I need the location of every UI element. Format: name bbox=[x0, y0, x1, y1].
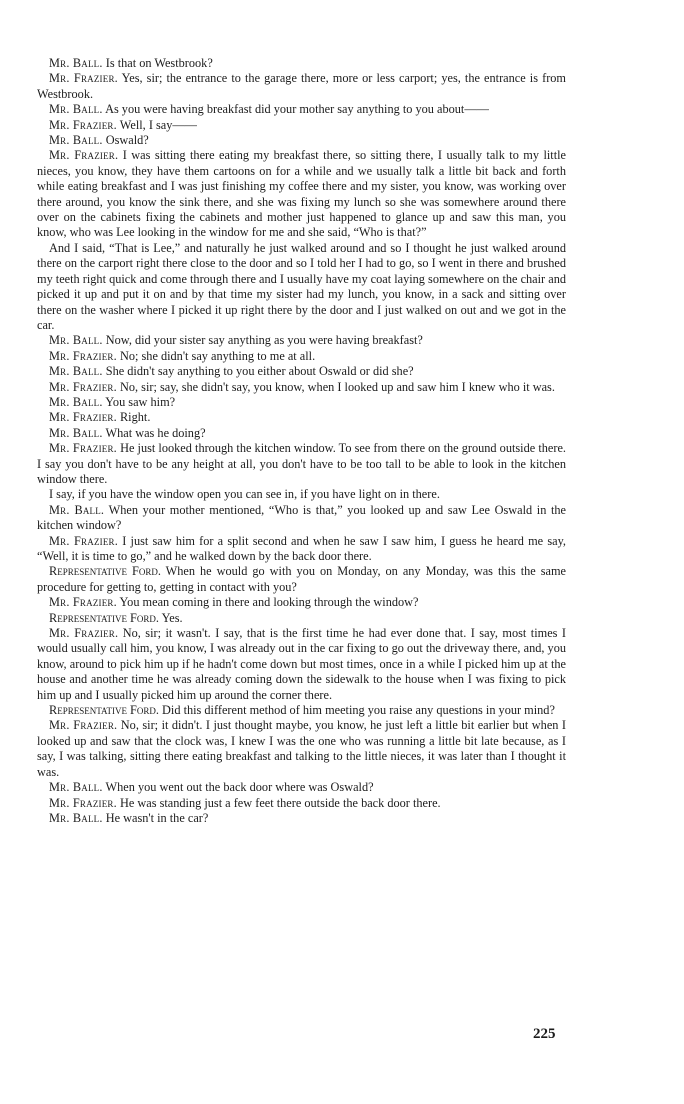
speaker-name: Mr. Frazier. bbox=[49, 379, 117, 394]
paragraph bbox=[37, 395, 566, 410]
speaker-name: Representative Ford. bbox=[49, 703, 159, 718]
paragraph-text: Is that on Westbrook? bbox=[105, 56, 213, 70]
paragraph bbox=[37, 503, 566, 534]
speaker-name: Mr. Frazier. bbox=[49, 71, 118, 86]
paragraph-text: As you were having breakfast did your mother say anything to you about—— bbox=[105, 102, 489, 117]
speaker-name: Representative Ford. bbox=[49, 564, 161, 579]
paragraph bbox=[37, 487, 566, 502]
speaker-name: Mr. Ball. bbox=[49, 394, 103, 409]
paragraph-text: He wasn't in the car? bbox=[105, 810, 209, 825]
speaker-name: Mr. Ball. bbox=[49, 502, 105, 517]
speaker-name: Mr. Ball. bbox=[49, 780, 103, 795]
speaker-name: Mr. Ball. bbox=[49, 133, 103, 148]
paragraph bbox=[37, 118, 566, 133]
paragraph bbox=[37, 410, 566, 425]
paragraph bbox=[37, 364, 566, 379]
page-number: 225 bbox=[533, 1026, 556, 1042]
paragraph-text: I was sitting there eating my breakfast there, so sitting there, I usually talk to my little nieces, you know, they have them cartoons on for a while and we usually talk a little bit back and forth while eating breakfast and I was just finishing my coffee there and my sister, you know, was working over there around, you know the sink there, and she was fixing my lunch so she was somewhere around there over on the cabinets fixing the cabinets and mother just happened to glance up and saw this man, you know, who was Lee looking in the window for me and she said, “Who is that?” bbox=[37, 148, 566, 240]
paragraph bbox=[37, 534, 566, 565]
paragraph bbox=[37, 102, 566, 117]
speaker-name: Mr. Frazier. bbox=[49, 595, 117, 610]
paragraph-text: When your mother mentioned, “Who is that,” you looked up and saw Lee Oswald in the kitchen window? bbox=[37, 502, 567, 533]
speaker-name: Mr. Frazier. bbox=[49, 348, 117, 363]
paragraph bbox=[37, 133, 566, 148]
paragraph-text: No, sir; it didn't. I just thought maybe, you know, he just left a little bit earlier but when I looked up and saw that the clock was, I knew I was the one who was running a little bit late because, as I say, I was talking, sitting there eating breakfast and talking to the little nieces, it was later than I thought it was. bbox=[37, 718, 567, 779]
paragraph bbox=[37, 56, 566, 71]
speaker-name: Mr. Ball. bbox=[49, 425, 103, 440]
speaker-name: Mr. Ball. bbox=[49, 333, 103, 348]
paragraph-text: Oswald? bbox=[105, 133, 149, 148]
paragraph bbox=[37, 626, 566, 703]
paragraph bbox=[37, 780, 566, 795]
paragraph bbox=[37, 611, 566, 626]
speaker-name: Representative Ford. bbox=[49, 610, 159, 625]
speaker-name: Mr. Frazier. bbox=[49, 718, 118, 733]
paragraph-text: Yes, sir; the entrance to the garage there, more or less carport; yes, the entrance is from Westbrook. bbox=[37, 71, 566, 101]
paragraph-text: When he would go with you on Monday, on any Monday, was this the same procedure for getting to, getting in contact with you? bbox=[37, 564, 566, 594]
paragraph-text: You mean coming in there and looking through the window? bbox=[119, 595, 419, 610]
speaker-name: Mr. Frazier. bbox=[49, 533, 119, 548]
paragraph bbox=[37, 703, 566, 718]
paragraph-text: He was standing just a few feet there outside the back door there. bbox=[119, 795, 441, 810]
speaker-name: Mr. Frazier. bbox=[49, 795, 117, 810]
paragraph bbox=[37, 241, 566, 333]
speaker-name: Mr. Ball. bbox=[49, 56, 103, 70]
paragraph bbox=[37, 441, 566, 487]
paragraph bbox=[37, 811, 566, 826]
speaker-name: Mr. Frazier. bbox=[49, 410, 117, 425]
paragraph-text: No; she didn't say anything to me at all. bbox=[119, 348, 316, 363]
paragraph bbox=[37, 595, 566, 610]
paragraph bbox=[37, 333, 566, 348]
paragraph-text: When you went out the back door where was Oswald? bbox=[105, 780, 374, 795]
speaker-name: Mr. Ball. bbox=[49, 102, 103, 117]
speaker-name: Mr. Frazier. bbox=[49, 441, 117, 456]
paragraph bbox=[37, 426, 566, 441]
paragraph-text: No, sir; say, she didn't say, you know, when I looked up and saw him I knew who it was. bbox=[119, 379, 555, 394]
paragraph bbox=[37, 71, 566, 102]
paragraph-text: He just looked through the kitchen window. To see from there on the ground outside there. I say you don't have to be any height at all, you don't have to be too tall to be able to look in the kitchen window there. bbox=[37, 441, 566, 486]
paragraph bbox=[37, 349, 566, 364]
paragraph-text: Now, did your sister say anything as you were having breakfast? bbox=[105, 333, 423, 348]
transcript-body bbox=[37, 56, 566, 826]
paragraph bbox=[37, 796, 566, 811]
paragraph-text: I just saw him for a split second and when he saw I saw him, I guess he heard me say, “Well, it is time to go,” and he walked down by the back door there. bbox=[37, 533, 567, 563]
speaker-name: Mr. Frazier. bbox=[49, 117, 117, 132]
paragraph-text: Did this different method of him meeting you raise any questions in your mind? bbox=[162, 703, 555, 718]
paragraph bbox=[37, 148, 566, 240]
paragraph-text: Well, I say—— bbox=[119, 117, 197, 132]
paragraph-text: You saw him? bbox=[105, 394, 176, 409]
paragraph bbox=[37, 380, 566, 395]
paragraph bbox=[37, 718, 566, 780]
paragraph-text: I say, if you have the window open you can see in, if you have light on in there. bbox=[49, 487, 440, 502]
speaker-name: Mr. Frazier. bbox=[49, 148, 119, 163]
speaker-name: Mr. Frazier. bbox=[49, 626, 119, 641]
speaker-name: Mr. Ball. bbox=[49, 810, 103, 825]
paragraph-text: What was he doing? bbox=[105, 425, 206, 440]
speaker-name: Mr. Ball. bbox=[49, 364, 103, 379]
paragraph-text: No, sir; it wasn't. I say, that is the first time he had ever done that. I say, most times I would usually call him, you know, I was already out in the car fixing to go out the driveway there, and, you know, around to pick him up if he hadn't come down but most times, once in a while I picked him up at the house and another time he was already coming down the sidewalk to the house when I was fixing to pick him up and I usually picked him up around the corner there. bbox=[37, 626, 566, 702]
paragraph bbox=[37, 564, 566, 595]
paragraph-text: Yes. bbox=[161, 610, 183, 625]
paragraph-text: And I said, “That is Lee,” and naturally he just walked around and so I thought he just walked around there on the carport right there close to the door and so I told her I had to go, so I went in there and brushed my teeth right quick and come through there and I usually have my coat laying somewhere on the chair and picked it up and put it on and by that time my sister had my lunch, you know, in a sack and sitting over there on the washer where I picked it up right there by the door and I just walked on out and we got in the car. bbox=[37, 240, 566, 332]
paragraph-text: She didn't say anything to you either about Oswald or did she? bbox=[105, 364, 414, 379]
paragraph-text: Right. bbox=[119, 410, 151, 425]
